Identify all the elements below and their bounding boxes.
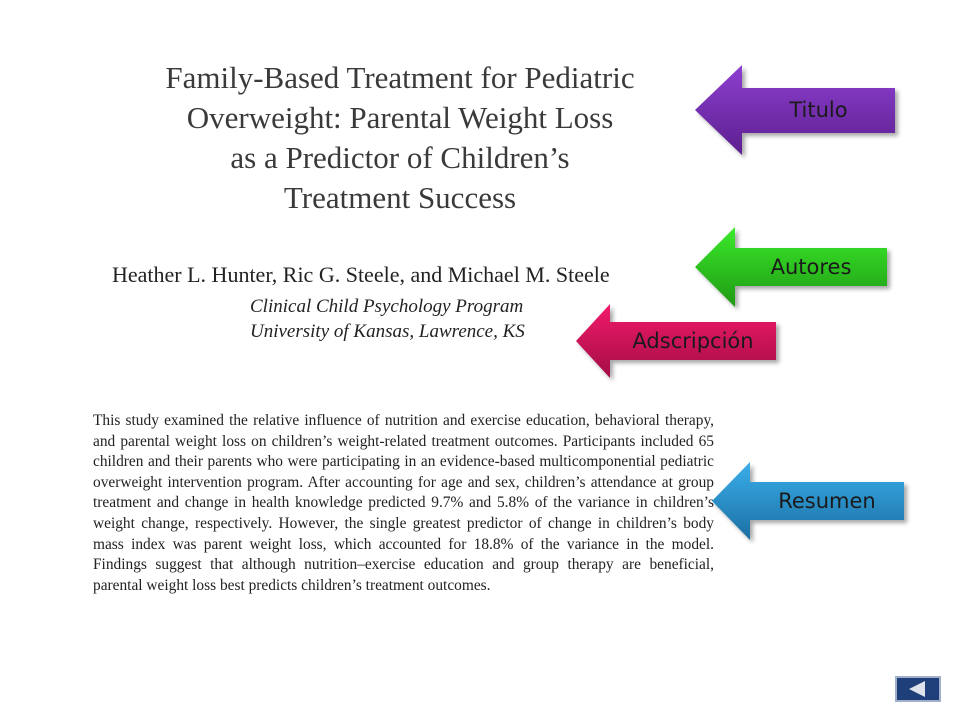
- paper-title: [100, 58, 700, 218]
- titulo-label: Titulo: [789, 98, 848, 122]
- back-button[interactable]: [895, 676, 941, 702]
- titulo-arrow: [695, 65, 895, 155]
- affiliation-line: Clinical Child Psychology Program: [250, 296, 524, 317]
- title-line: as a Predictor of Children’s: [230, 140, 570, 175]
- title-line: Overweight: Parental Weight Loss: [186, 100, 614, 135]
- resumen-label: Resumen: [778, 489, 876, 513]
- title-line: Family-Based Treatment for Pediatric: [165, 60, 635, 95]
- adscripcion-arrow: [576, 304, 776, 378]
- autores-label: Autores: [770, 255, 852, 279]
- triangle-left-icon: [897, 678, 939, 700]
- adscripcion-label: Adscripción: [632, 329, 754, 353]
- paper-authors: Heather L. Hunter, Ric G. Steele, and Michael M. Steele: [112, 262, 610, 287]
- paper-abstract: This study examined the relative influence of nutrition and exercise education, behavioral therapy, and parental weight loss on children’s weight-related treatment outcomes. Participants included 65 children and their parents who were participating in an evidence-based multicomponential pediatric overweight intervention program. After accounting for age and sex, children’s attendance at group treatment and change in health knowledge predicted 9.7% and 5.8% of the variance in children’s weight change, respectively. However, the single greatest predictor of change in children’s body mass index was parent weight loss, which accounted for 18.8% of the variance in the model. Findings suggest that although nutrition–exercise education and group therapy are beneficial, parental weight loss best predicts children’s treatment outcomes.: [93, 412, 714, 594]
- resumen-arrow: [712, 462, 904, 540]
- title-line: Treatment Success: [283, 180, 517, 215]
- affiliation-line: University of Kansas, Lawrence, KS: [250, 321, 525, 342]
- autores-arrow: [695, 227, 887, 307]
